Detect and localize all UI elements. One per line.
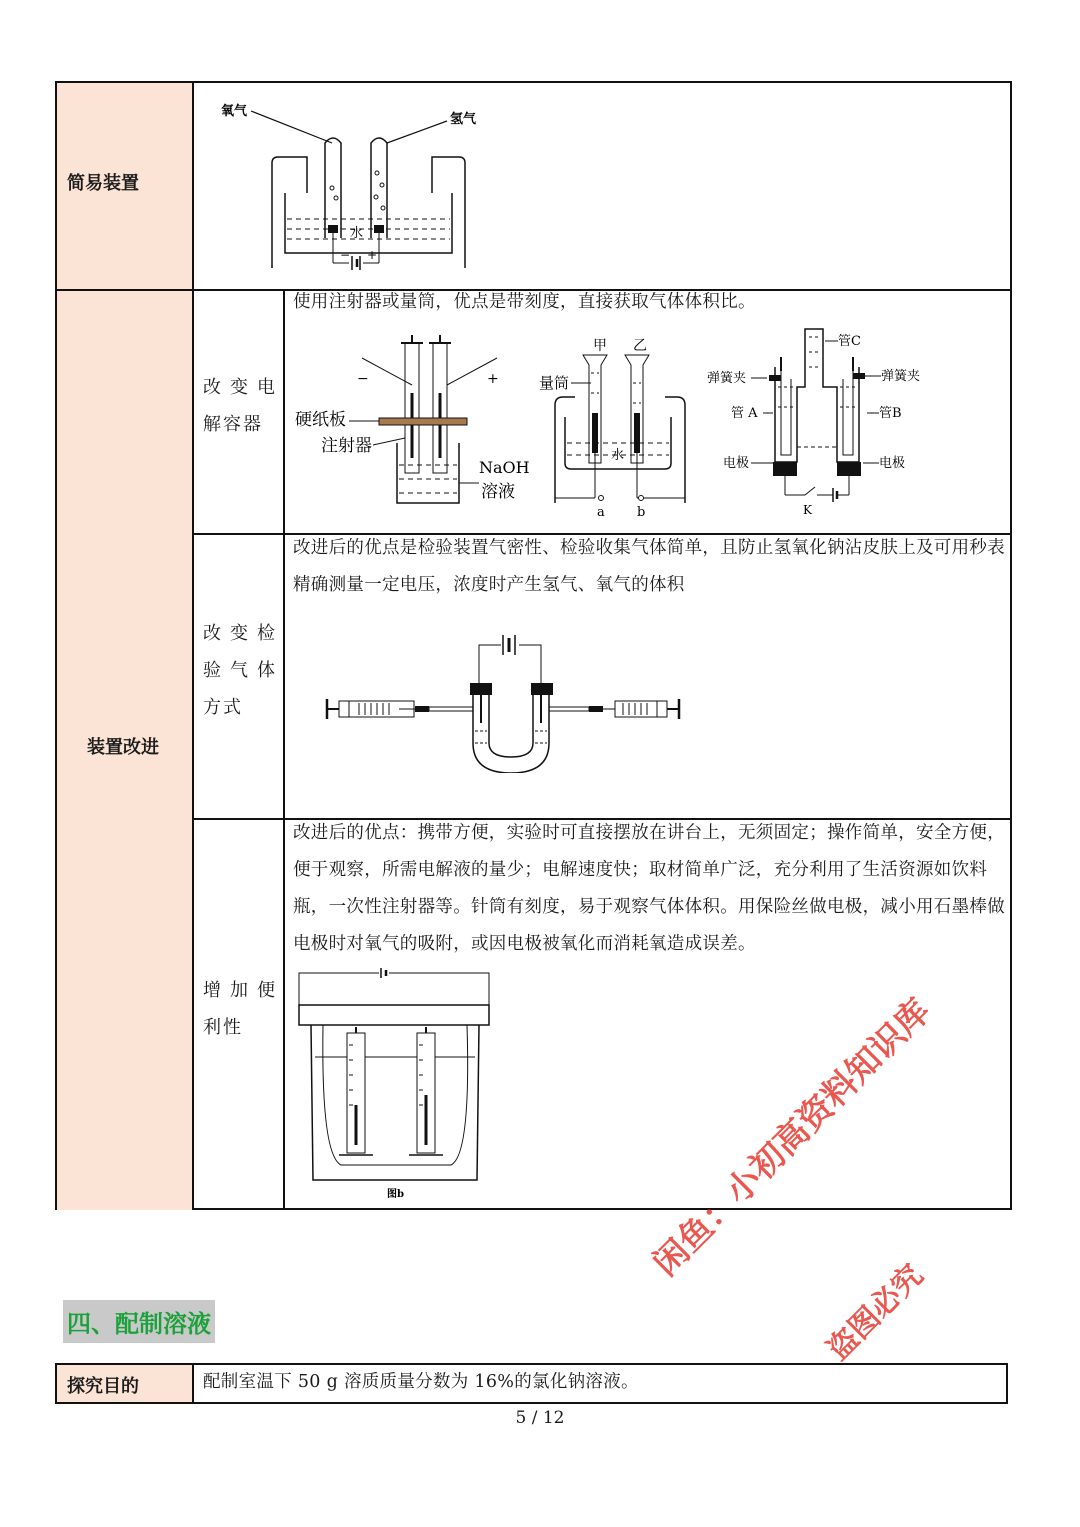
page-number: 5 / 12 <box>515 1408 565 1428</box>
hydrogen-label: 氢气 <box>450 112 477 127</box>
svg-text:甲: 甲 <box>593 338 607 354</box>
oxygen-label: 氧气 <box>221 104 248 119</box>
figure-label: 图b <box>387 1189 404 1200</box>
section-title: 四、配制溶液 <box>63 1300 215 1343</box>
row2-label: 装置改进 <box>87 737 159 758</box>
svg-text:弹簧夹: 弹簧夹 <box>707 371 747 386</box>
svg-text:弹簧夹: 弹簧夹 <box>881 369 921 384</box>
svg-text:a: a <box>597 505 605 520</box>
svg-text:K: K <box>803 503 812 517</box>
sub1-text: 使用注射器或量筒，优点是带刻度，直接获取气体体积比。 <box>293 292 756 312</box>
sub3-label: 增加便利性 <box>203 980 277 1038</box>
syringe-apparatus-diagram <box>287 333 537 513</box>
purpose-table <box>55 1363 1008 1404</box>
sub1-label: 改变电解容器 <box>203 377 277 435</box>
svg-text:溶液: 溶液 <box>481 482 515 502</box>
svg-text:b: b <box>637 505 646 520</box>
svg-text:量筒: 量筒 <box>539 374 570 392</box>
u-tube-syringe-diagram <box>319 623 689 773</box>
hofmann-apparatus-diagram <box>705 327 935 522</box>
sub3-text: 改进后的优点：携带方便，实验时可直接摆放在讲台上，无须固定；操作简单，安全方便，便于观察，所需电解液的量少；电解速度快；取材简单广泛，充分利用了生活资源如饮料瓶，一次性注射器等。针筒有刻度，易于观察气体体积。用保险丝做电极，减小用石墨棒做电极时对氧气的吸附，或因电极被氧化而消耗氧造成误差。 <box>293 823 1005 954</box>
svg-text:注射器: 注射器 <box>321 436 372 456</box>
bottle-syringe-diagram <box>291 965 501 1205</box>
sub2-text: 改进后的优点是检验装置气密性、检验收集气体简单，且防止氢氧化钠沾皮肤上及可用秒表精确测量一定电压，浓度时产生氢气、氧气的体积 <box>293 538 1005 595</box>
row1-label: 简易装置 <box>67 173 139 194</box>
water-label: 水 <box>350 226 364 241</box>
sub2-label: 改变检验气体方式 <box>203 623 277 718</box>
svg-text:电极: 电极 <box>723 456 750 471</box>
svg-text:管C: 管C <box>838 334 861 349</box>
simple-apparatus-diagram <box>207 93 527 283</box>
watermark-secondary: 盗图必究 <box>820 1257 931 1368</box>
svg-text:−: − <box>357 371 369 387</box>
watermark: 闲鱼：小初高资料知识库 <box>645 991 939 1284</box>
svg-text:NaOH: NaOH <box>479 458 530 477</box>
graduated-cylinder-diagram <box>535 333 705 523</box>
svg-text:乙: 乙 <box>633 338 647 354</box>
svg-text:硬纸板: 硬纸板 <box>295 410 346 430</box>
svg-text:管 A: 管 A <box>731 406 758 421</box>
purpose-label: 探究目的 <box>67 1376 139 1397</box>
svg-text:+: + <box>487 371 499 387</box>
purpose-value: 配制室温下 50 g 溶质质量分数为 16%的氯化钠溶液。 <box>203 1372 639 1392</box>
divider <box>192 1365 194 1402</box>
svg-text:水: 水 <box>611 448 625 463</box>
divider <box>192 83 194 1210</box>
divider <box>283 289 285 1210</box>
minus-sign: − <box>340 248 351 262</box>
svg-text:管B: 管B <box>879 406 902 421</box>
plus-sign: + <box>367 248 378 262</box>
svg-text:电极: 电极 <box>879 456 906 471</box>
